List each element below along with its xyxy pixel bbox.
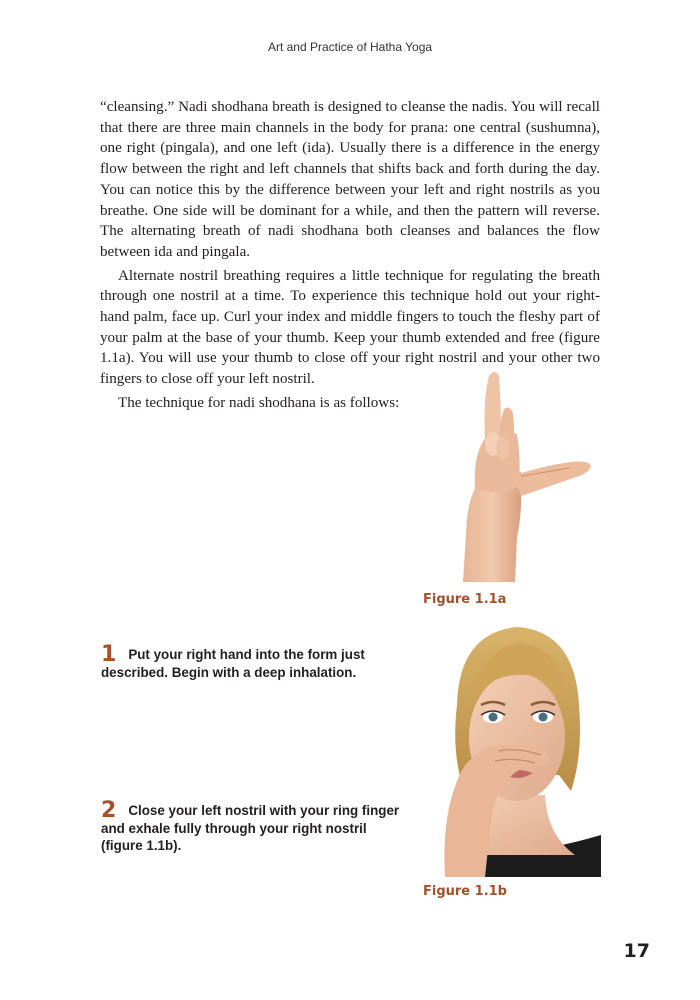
step-1-text: Put your right hand into the form just described. Begin with a deep inhalation. <box>101 647 365 680</box>
body-text <box>100 97 600 414</box>
step-2 <box>101 798 401 855</box>
figure-1-1a-hand-photo <box>461 368 595 582</box>
step-1-number: 1 <box>101 642 117 667</box>
figure-1-1b-caption: Figure 1.1b <box>423 884 507 899</box>
paragraph-2: Alternate nostril breathing requires a little technique for regulating the breath through one nostril at a time. To experience this technique hold out your right-hand palm, face up. Curl your index and middle fingers to touch the fleshy part of your palm at the base of your thumb. Keep your thumb extended and free (figure 1.1a). You will use your thumb to close off your right nostril and your other two fingers to close off your left nostril. <box>100 267 600 388</box>
paragraph-1: “cleansing.” Nadi shodhana breath is designed to cleanse the nadis. You will recall that there are three main channels in the body for prana: one central (sushumna), one right (pingala), and one left (ida). Usually there is a difference in the energy flow between the right and left channels that shifts back and forth during the day. You can notice this by the difference between your left and right nostrils as you breathe. One side will be dominant for a while, and then the pattern will reverse. The alternating breath of nadi shodhana both cleanses and balances the flow between ida and pingala. <box>100 99 600 260</box>
running-head: Art and Practice of Hatha Yoga <box>267 40 433 54</box>
step-2-number: 2 <box>101 798 117 823</box>
figure-1-1a-caption: Figure 1.1a <box>423 592 507 607</box>
figure-1-1b-face-photo <box>425 625 601 877</box>
step-1 <box>101 642 401 681</box>
step-2-text: Close your left nostril with your ring finger and exhale fully through your right nostril (figure 1.1b). <box>101 803 400 853</box>
paragraph-3: The technique for nadi shodhana is as follows: <box>118 394 400 411</box>
page-number: 17 <box>623 940 650 962</box>
